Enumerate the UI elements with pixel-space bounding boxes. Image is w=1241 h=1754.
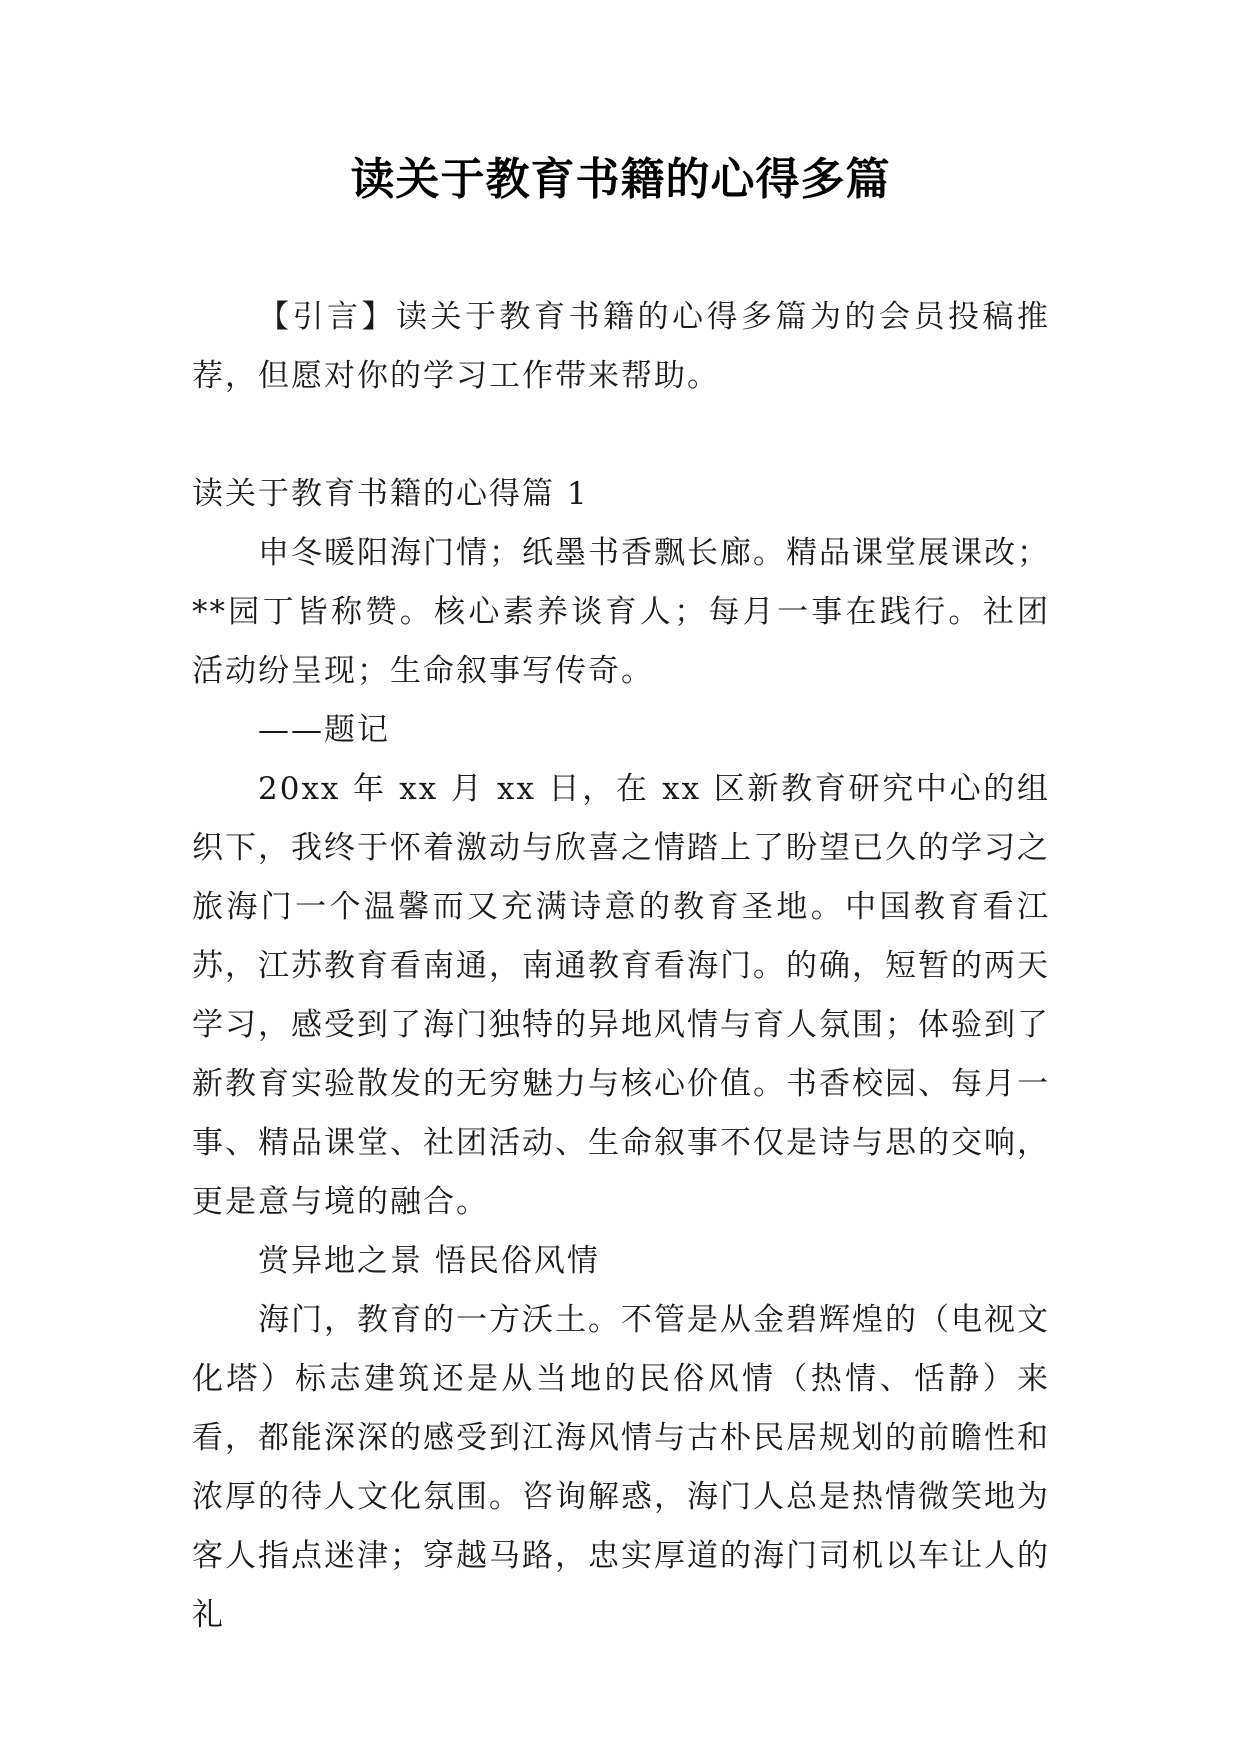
document-title: 读关于教育书籍的心得多篇 xyxy=(350,154,891,205)
epigraph-attribution: ——题记 xyxy=(258,712,390,748)
intro-paragraph: 【引言】读关于教育书籍的心得多篇为的会员投稿推荐，但愿对你的学习工作带来帮助。 xyxy=(192,299,1050,394)
document-body xyxy=(192,288,1050,1645)
epigraph-paragraph: 申冬暖阳海门情；纸墨书香飘长廊。精品课堂展课改；**园丁皆称赞。核心素养谈育人；每月一事在践行。社团活动纷呈现；生命叙事写传奇。 xyxy=(192,535,1050,689)
body-paragraph: 海门，教育的一方沃土。不管是从金碧辉煌的（电视文化塔）标志建筑还是从当地的民俗风情（热情、恬静）来看，都能深深的感受到江海风情与古朴民居规划的前瞻性和浓厚的待人文化氛围。咨询解惑，海门人总是热情微笑地为客人指点迷津；穿越马路，忠实厚道的海门司机以车让人的礼 xyxy=(192,1302,1050,1633)
subheading-paragraph: 赏异地之景 悟民俗风情 xyxy=(258,1243,600,1279)
section-heading: 读关于教育书籍的心得篇 1 xyxy=(192,476,589,512)
body-paragraph: 20xx 年 xx 月 xx 日，在 xx 区新教育研究中心的组织下，我终于怀着激动与欣喜之情踏上了盼望已久的学习之旅海门一个温馨而又充满诗意的教育圣地。中国教育看江苏，江苏教育看南通，南通教育看海门。的确，短暂的两天学习，感受到了海门独特的异地风情与育人氛围；体验到了新教育实验散发的无穷魅力与核心价值。书香校园、每月一事、精品课堂、社团活动、生命叙事不仅是诗与思的交响，更是意与境的融合。 xyxy=(192,771,1050,1220)
spacer xyxy=(192,406,1050,465)
